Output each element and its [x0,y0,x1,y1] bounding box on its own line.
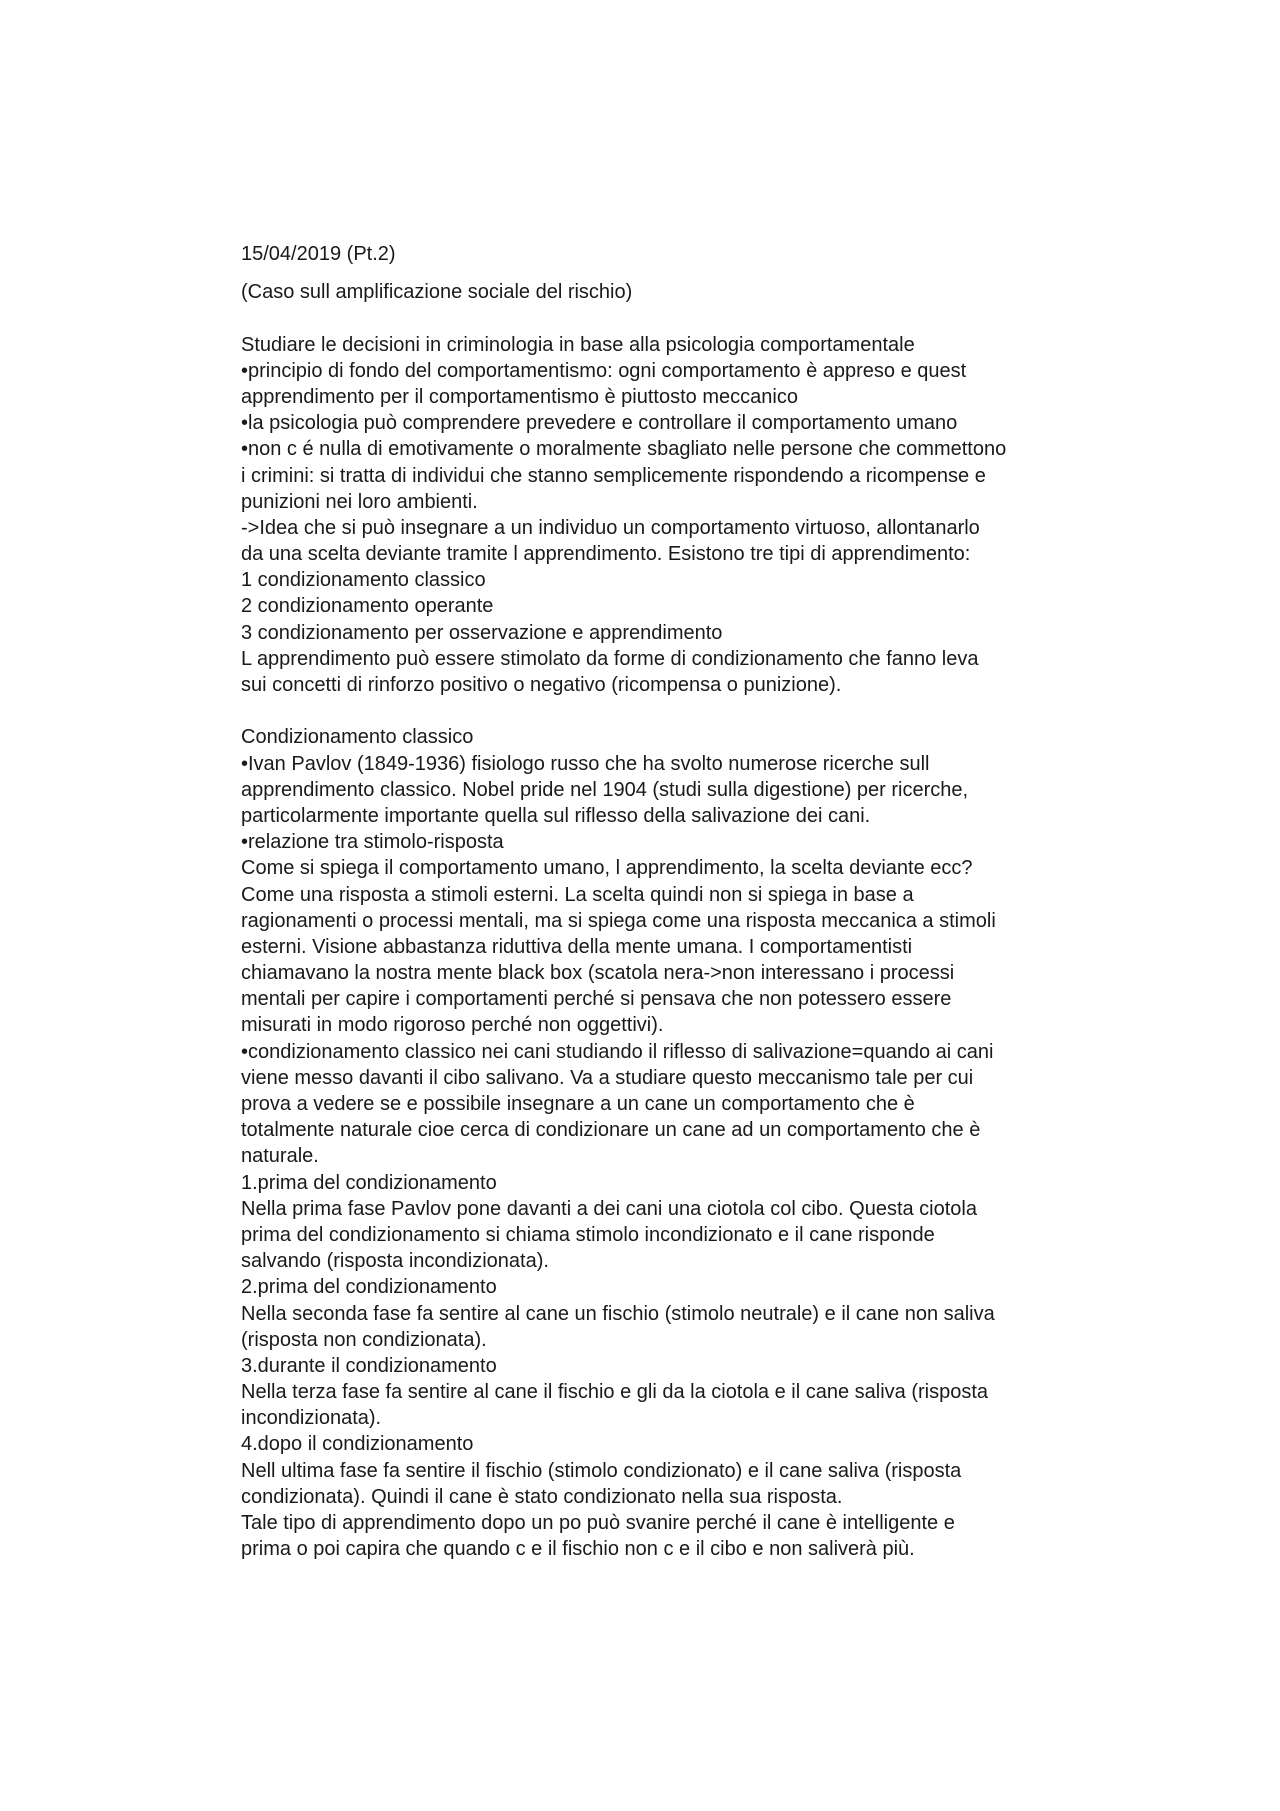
paragraph-line: prova a vedere se e possibile insegnare a un cane un comportamento che è [241,1093,915,1115]
document-body [241,241,1101,1562]
paragraph-line: totalmente naturale cioe cerca di condizionare un cane ad un comportamento che è [241,1119,981,1142]
paragraph-line: Nell ultima fase fa sentire il fischio (stimolo condizionato) e il cane saliva (risposta [241,1459,962,1482]
section-heading: Condizionamento classico [241,726,474,749]
spacer [241,305,1101,331]
phase-heading: 4.dopo il condizionamento [241,1433,474,1456]
paragraph-line: mentali per capire i comportamenti perché si pensava che non potessero essere [241,988,952,1011]
list-item: 3 condizionamento per osservazione e apprendimento [241,621,723,644]
paragraph-line: misurati in modo rigoroso perché non oggettivi). [241,1014,664,1037]
paragraph-line: Come si spiega il comportamento umano, l apprendimento, la scelta deviante ecc? [241,857,973,880]
paragraph-line: sui concetti di rinforzo positivo o negativo (ricompensa o punizione). [241,674,842,696]
paragraph-line: L apprendimento può essere stimolato da forme di condizionamento che fanno leva [241,647,979,670]
list-item: 1 condizionamento classico [241,569,486,592]
paragraph-line: (risposta non condizionata). [241,1328,487,1351]
paragraph-line: i crimini: si tratta di individui che stanno semplicemente rispondendo a ricompense e [241,464,986,487]
subtitle: (Caso sull amplificazione sociale del rischio) [241,281,633,304]
paragraph-line: •relazione tra stimolo-risposta [241,831,504,854]
paragraph-line: chiamavano la nostra mente black box (scatola nera->non interessano i processi [241,962,955,985]
paragraph-line: •Ivan Pavlov (1849-1936) fisiologo russo che ha svolto numerose ricerche sull [241,752,930,775]
paragraph-line: punizioni nei loro ambienti. [241,490,478,513]
paragraph-line: apprendimento classico. Nobel pride nel 1904 (studi sulla digestione) per ricerche, [241,778,969,801]
paragraph-line: •condizionamento classico nei cani studiando il riflesso di salivazione=quando ai cani [241,1040,994,1063]
paragraph-line: apprendimento per il comportamentismo è piuttosto meccanico [241,385,798,408]
paragraph-line: esterni. Visione abbastanza riduttiva della mente umana. I comportamentisti [241,935,913,958]
paragraph-line: prima o poi capira che quando c e il fischio non c e il cibo e non saliverà più. [241,1538,915,1561]
paragraph-line: particolarmente importante quella sul riflesso della salivazione dei cani. [241,804,871,827]
date-heading: 15/04/2019 (Pt.2) [241,243,396,265]
paragraph-line: •principio di fondo del comportamentismo: ogni comportamento è appreso e quest [241,359,967,382]
paragraph-line: viene messo davanti il cibo salivano. Va a studiare questo meccanismo tale per cui [241,1066,974,1089]
paragraph-line: Studiare le decisioni in criminologia in base alla psicologia comportamentale [241,333,915,356]
spacer [241,698,1101,724]
paragraph-line: ->Idea che si può insegnare a un individuo un comportamento virtuoso, allontanarlo [241,516,980,539]
phase-heading: 1.prima del condizionamento [241,1171,497,1194]
section-behaviorism [241,332,1101,699]
paragraph-line: Nella terza fase fa sentire al cane il fischio e gli da la ciotola e il cane saliva (risposta [241,1381,989,1404]
paragraph-line: •non c é nulla di emotivamente o moralmente sbagliato nelle persone che commettono [241,438,1007,461]
paragraph-line: prima del condizionamento si chiama stimolo incondizionato e il cane risponde [241,1223,935,1246]
paragraph-line: •la psicologia può comprendere prevedere e controllare il comportamento umano [241,412,958,435]
paragraph-line: Come una risposta a stimoli esterni. La scelta quindi non si spiega in base a [241,883,914,906]
paragraph-line: Nella prima fase Pavlov pone davanti a dei cani una ciotola col cibo. Questa ciotola [241,1197,977,1220]
paragraph-line: naturale. [241,1145,319,1168]
list-item: 2 condizionamento operante [241,595,494,618]
spacer [241,267,1101,279]
paragraph-line: incondizionata). [241,1407,382,1430]
phase-heading: 3.durante il condizionamento [241,1354,497,1377]
phase-heading: 2.prima del condizionamento [241,1276,497,1299]
section-classical-conditioning [241,724,1101,1562]
paragraph-line: Nella seconda fase fa sentire al cane un fischio (stimolo neutrale) e il cane non saliva [241,1302,995,1325]
paragraph-line: salvando (risposta incondizionata). [241,1250,549,1273]
paragraph-line: condizionata). Quindi il cane è stato condizionato nella sua risposta. [241,1485,843,1508]
paragraph-line: Tale tipo di apprendimento dopo un po può svanire perché il cane è intelligente e [241,1512,955,1534]
paragraph-line: da una scelta deviante tramite l apprendimento. Esistono tre tipi di apprendimento: [241,543,971,566]
paragraph-line: ragionamenti o processi mentali, ma si spiega come una risposta meccanica a stimoli [241,909,996,932]
